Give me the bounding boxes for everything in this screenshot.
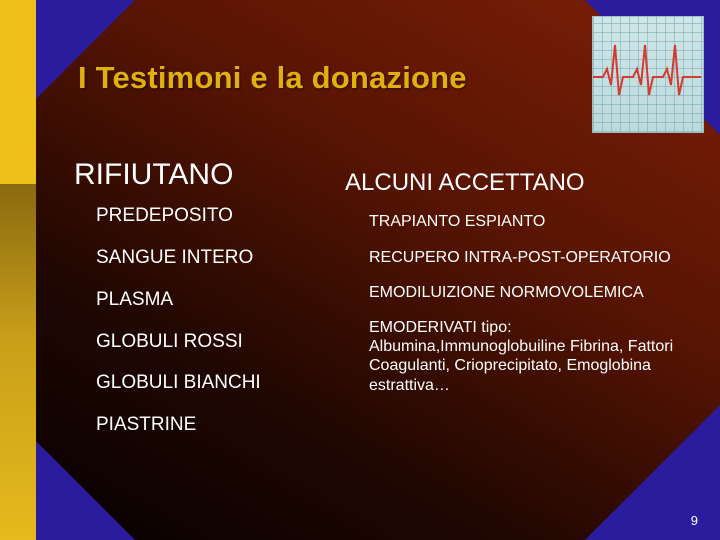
list-item: GLOBULI ROSSI: [96, 330, 243, 352]
accettano-column: [345, 158, 675, 411]
list-item: RECUPERO INTRA-POST-OPERATORIO: [369, 248, 671, 266]
list-item: PREDEPOSITO: [96, 205, 233, 226]
list-item: PLASMA: [96, 288, 174, 310]
list-item: TRAPIANTO ESPIANTO: [369, 213, 546, 231]
page-number: 9: [690, 513, 698, 528]
list-item: GLOBULI BIANCHI: [96, 372, 261, 394]
ecg-trace-image: [592, 16, 704, 133]
rifiutano-column: [74, 158, 344, 456]
accettano-heading: ALCUNI ACCETTANO: [345, 169, 585, 196]
slide-title: I Testimoni e la donazione: [78, 60, 467, 95]
list-item: PIASTRINE: [96, 414, 197, 436]
list-item: SANGUE INTERO: [96, 246, 254, 268]
list-item: EMODERIVATI tipo: Albumina,Immunoglobuiline Fibrina, Fattori Coagulanti, Crioprecipitato, Emoglobina estrattiva…: [369, 318, 674, 394]
rifiutano-heading: RIFIUTANO: [74, 158, 234, 191]
list-item: EMODILUIZIONE NORMOVOLEMICA: [369, 283, 644, 301]
